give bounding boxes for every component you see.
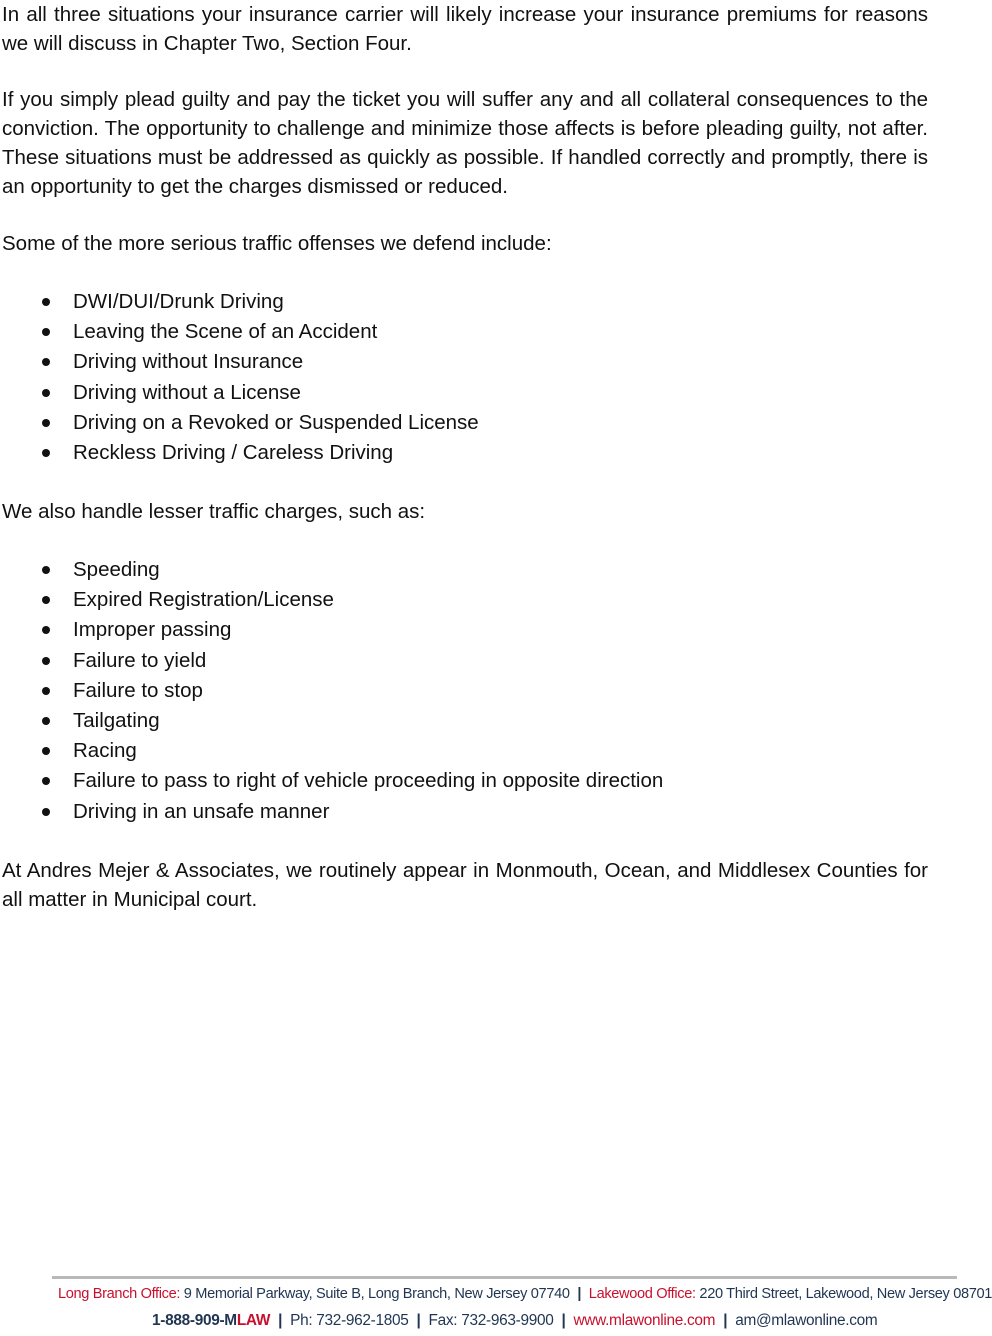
list-item: Driving on a Revoked or Suspended License (2, 408, 928, 438)
bullet-icon (42, 687, 50, 695)
paragraph-counties: At Andres Mejer & Associates, we routinely appear in Monmouth, Ocean, and Middlesex Counties for all matter in Municipal court. (2, 859, 928, 911)
bullet-icon (42, 747, 50, 755)
footer-separator: | (416, 1312, 421, 1329)
bullet-icon (42, 298, 50, 306)
bullet-icon (42, 717, 50, 725)
list-item: Driving in an unsafe manner (2, 797, 928, 827)
footer-addresses (58, 1283, 992, 1305)
list-item: Reckless Driving / Careless Driving (2, 438, 928, 468)
list-item: Driving without a License (2, 378, 928, 408)
list-item: Failure to yield (2, 646, 928, 676)
bullet-icon (42, 358, 50, 366)
footer-contacts (152, 1310, 958, 1332)
bullet-icon (42, 808, 50, 816)
footer-separator: | (561, 1312, 566, 1329)
footer-divider (52, 1276, 957, 1279)
paragraph-plead-guilty: If you simply plead guilty and pay the ticket you will suffer any and all collateral consequences to the conviction. The opportunity to challenge and minimize those affects is before pleading guilty, not after. These situations must be addressed as quickly as possible. If handled correctly and promptly, there is an opportunity to get the charges dismissed or reduced. (2, 88, 928, 198)
bullet-icon (42, 777, 50, 785)
footer-separator: | (577, 1286, 582, 1302)
main-phone-prefix: 1-888-909-M (152, 1312, 237, 1329)
fax-number: Fax: 732-963-9900 (428, 1312, 554, 1329)
list-item: Tailgating (2, 706, 928, 736)
list-item: Racing (2, 736, 928, 766)
bullet-icon (42, 566, 50, 574)
main-phone-suffix: LAW (236, 1312, 271, 1329)
footer-separator: | (723, 1312, 728, 1329)
email-link[interactable]: am@mlawonline.com (735, 1312, 878, 1329)
footer-separator: | (278, 1312, 283, 1329)
list-item: Expired Registration/License (2, 585, 928, 615)
lakewood-address: 220 Third Street, Lakewood, New Jersey 08701 (699, 1286, 992, 1302)
letterhead-footer (52, 1272, 992, 1336)
list-item: Improper passing (2, 615, 928, 645)
serious-offenses-list (2, 287, 928, 468)
list-item: Failure to pass to right of vehicle proceeding in opposite direction (2, 766, 928, 796)
lesser-charges-list (2, 555, 928, 827)
bullet-icon (42, 657, 50, 665)
list-item: Speeding (2, 555, 928, 585)
bullet-icon (42, 449, 50, 457)
list-item: DWI/DUI/Drunk Driving (2, 287, 928, 317)
paragraph-serious-intro: Some of the more serious traffic offenses we defend include: (2, 232, 552, 255)
website-link[interactable]: www.mlawonline.com (573, 1312, 716, 1329)
bullet-icon (42, 419, 50, 427)
bullet-icon (42, 328, 50, 336)
bullet-icon (42, 389, 50, 397)
list-item: Failure to stop (2, 676, 928, 706)
bullet-icon (42, 596, 50, 604)
paragraph-lesser-intro: We also handle lesser traffic charges, such as: (2, 500, 426, 523)
long-branch-label: Long Branch Office: (58, 1286, 181, 1302)
paragraph-insurance: In all three situations your insurance carrier will likely increase your insurance premiums for reasons we will discuss in Chapter Two, Section Four. (2, 3, 928, 55)
list-item: Driving without Insurance (2, 347, 928, 377)
bullet-icon (42, 626, 50, 634)
lakewood-label: Lakewood Office: (588, 1286, 696, 1302)
phone-number: Ph: 732-962-1805 (290, 1312, 409, 1329)
long-branch-address: 9 Memorial Parkway, Suite B, Long Branch, New Jersey 07740 (183, 1286, 570, 1302)
list-item: Leaving the Scene of an Accident (2, 317, 928, 347)
